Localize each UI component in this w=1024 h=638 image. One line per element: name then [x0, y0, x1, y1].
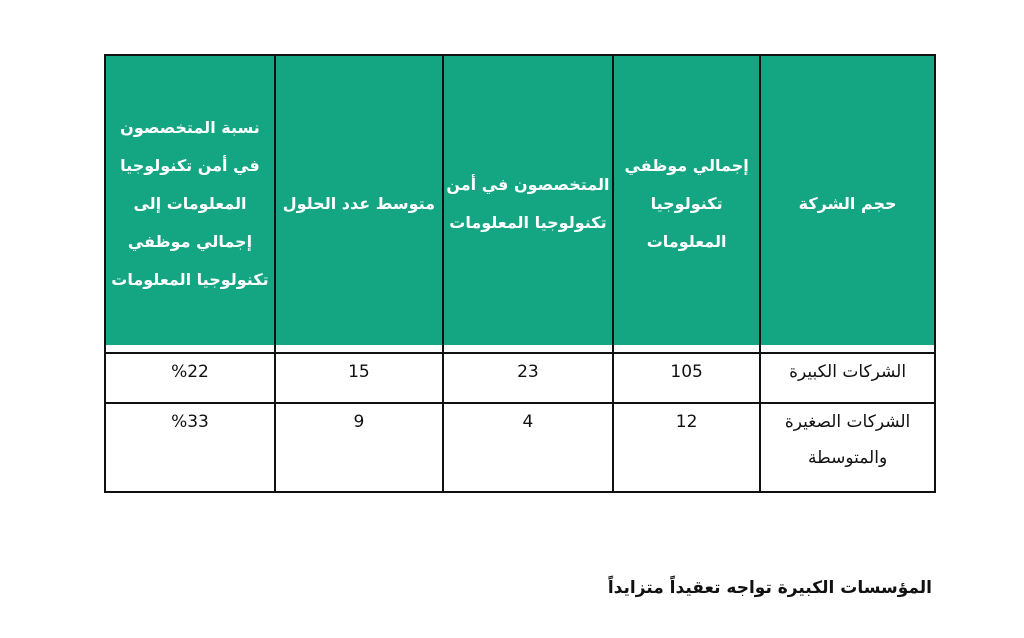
- cropped-text-fragment: [434, 0, 834, 8]
- it-staff-table: [104, 54, 936, 493]
- cell-security-specialists: 23: [442, 354, 612, 404]
- header-total-it-staff: إجمالي موظفي تكنولوجيا المعلومات: [612, 56, 759, 354]
- cell-security-specialists: 4: [442, 404, 612, 491]
- cell-avg-solutions: 9: [274, 404, 442, 491]
- header-company-size: حجم الشركة: [759, 56, 934, 354]
- header-avg-solutions: متوسط عدد الحلول: [274, 56, 442, 354]
- table-row: [106, 354, 934, 404]
- cell-avg-solutions: 15: [274, 354, 442, 404]
- cell-company-size: الشركات الكبيرة: [759, 354, 934, 404]
- cell-ratio: %33: [171, 412, 209, 432]
- table-header-row: [106, 56, 934, 354]
- cell-ratio: %22: [106, 354, 274, 404]
- cell-company-size: الشركات الصغيرة والمتوسطة: [759, 404, 934, 491]
- cell-total-it-staff: 105: [612, 354, 759, 404]
- cell-total-it-staff: 12: [612, 404, 759, 491]
- header-ratio: نسبة المتخصصون في أمن تكنولوجيا المعلومات إلى إجمالي موظفي تكنولوجيا المعلومات: [106, 56, 274, 354]
- header-security-specialists: المتخصصون في أمن تكنولوجيا المعلومات: [442, 56, 612, 354]
- table-row: [106, 404, 934, 491]
- section-heading: المؤسسات الكبيرة تواجه تعقيداً متزايداً: [607, 578, 932, 598]
